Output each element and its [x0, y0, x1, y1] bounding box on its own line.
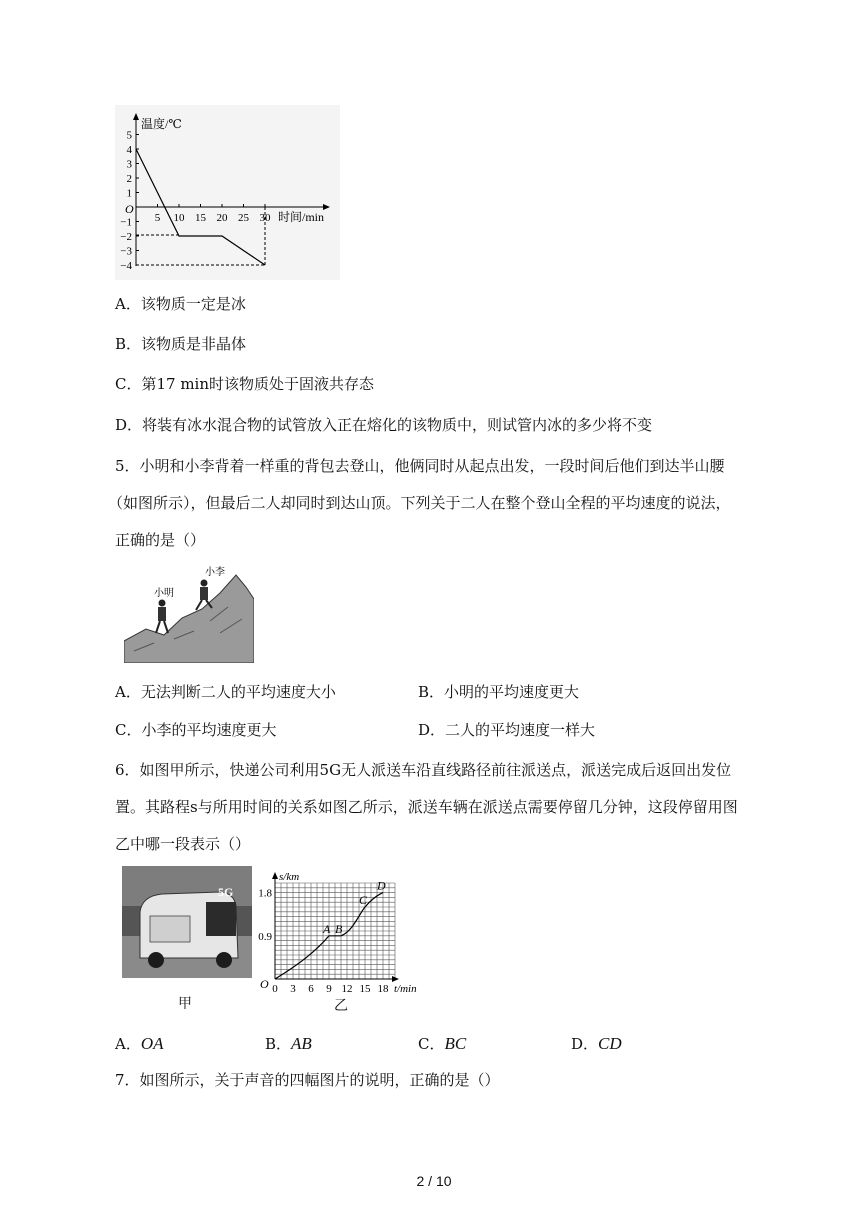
x-tick-label: 15 [359, 983, 371, 995]
x-tick-label: 20 [216, 212, 228, 224]
x-axis-label: t/min [394, 983, 417, 995]
y-tick-label: 1 [126, 187, 132, 200]
y-tick-label: −2 [120, 231, 132, 243]
x-tick-label: 5 [154, 212, 161, 224]
q6-stem-line1: 6．如图甲所示，快递公司利用5G无人派送车沿直线路径前往派送点，派送完成后返回出发位 [115, 761, 732, 779]
point-label-a: A [323, 921, 331, 936]
mountain-climbers-image [124, 563, 254, 663]
q6-option-c-letter: C． [418, 1035, 445, 1053]
q4-option-b: B．该物质是非晶体 [115, 335, 247, 353]
y-tick-label: 4 [126, 144, 132, 156]
q6-option-d-letter: D． [571, 1035, 599, 1053]
y-tick-label: 1.8 [258, 887, 272, 900]
x-tick-label: 15 [195, 212, 206, 224]
x-tick-label: 3 [290, 983, 296, 995]
y-axis-arrow [272, 872, 278, 879]
y-tick-label: −4 [120, 260, 132, 272]
q5-stem-line2: （如图所示），但最后二人却同时到达山顶。下列关于二人在整个登山全程的平均速度的说法， [108, 494, 731, 512]
q6-option-d-text: CD [598, 1034, 622, 1053]
q4-option-d: D．将装有冰水混合物的试管放入正在熔化的该物质中，则试管内冰的多少将不变 [115, 416, 653, 434]
q6-option-b-text: AB [291, 1034, 312, 1053]
q7-stem-line1: 7．如图所示，关于声音的四幅图片的说明，正确的是（） [115, 1071, 500, 1089]
origin-label: O [125, 202, 134, 216]
q5-stem-line3: 正确的是（） [115, 531, 206, 549]
q6-option-b-letter: B． [265, 1035, 292, 1053]
q6-stem-line2: 置。其路程s与所用时间的关系如图乙所示，派送车辆在派送点需要停留几分钟，这段停留用图 [115, 798, 738, 816]
vehicle-wheel-right [216, 952, 232, 968]
x-tick-label: 10 [173, 212, 185, 224]
q6-option-b [265, 1033, 312, 1054]
q6-option-a-text: OA [140, 1034, 164, 1053]
y-tick-label: 3 [126, 158, 132, 171]
q5-option-a: A．无法判断二人的平均速度大小 [115, 683, 336, 701]
point-label-b: B [335, 921, 343, 936]
photo-caption: 甲 [178, 996, 192, 1012]
x-axis-label: 时间/min [278, 210, 325, 224]
vehicle-wheel-left [148, 952, 164, 968]
q5-option-d: D．二人的平均速度一样大 [418, 721, 596, 739]
y-tick-label: −1 [120, 216, 132, 229]
x-tick-label: 12 [341, 983, 353, 995]
vehicle-window [206, 902, 236, 936]
q4-option-c: C．第17 min时该物质处于固液共存态 [115, 375, 375, 393]
y-tick-labels [258, 888, 272, 943]
point-label-c: C [359, 893, 368, 907]
temperature-time-graph [115, 105, 340, 280]
delivery-vehicle-photo [122, 866, 252, 978]
y-axis-label: 温度/℃ [141, 117, 182, 131]
y-tick-label: −3 [120, 245, 132, 258]
q6-option-a [115, 1033, 164, 1054]
photo-badge-5g: 5G [218, 885, 234, 899]
x-tick-label: 25 [238, 212, 249, 224]
label-xiaoming: 小明 [154, 588, 174, 599]
x-tick-label: 30 [259, 212, 271, 224]
q5-stem-line1: 5．小明和小李背着一样重的背包去登山，他俩同时从起点出发，一段时间后他们到达半山腰 [115, 457, 725, 475]
origin-label: O [260, 977, 269, 991]
distance-time-graph [255, 866, 425, 1012]
x-tick-labels [272, 983, 389, 995]
chart-caption: 乙 [334, 998, 348, 1014]
q6-option-a-letter: A． [115, 1035, 141, 1053]
q6-stem-line3: 乙中哪一段表示（） [115, 835, 251, 853]
y-tick-label: 2 [126, 173, 132, 185]
graph-background [115, 105, 340, 280]
q6-option-c-text: BC [444, 1034, 467, 1053]
y-tick-label: 0.9 [258, 930, 272, 943]
x-tick-label: 6 [308, 983, 314, 995]
x-axis-arrow [392, 976, 399, 982]
q4-option-a: A．该物质一定是冰 [115, 295, 246, 313]
q5-option-b: B．小明的平均速度更大 [418, 683, 580, 701]
y-axis-label: s/km [279, 871, 300, 883]
page-number: 2 / 10 [416, 1173, 452, 1189]
q5-option-c: C．小李的平均速度更大 [115, 721, 277, 739]
x-tick-label: 0 [272, 983, 278, 995]
point-label-d: D [377, 878, 386, 893]
label-xiaoli: 小李 [205, 567, 225, 578]
y-tick-label: 5 [126, 129, 132, 142]
x-tick-label: 18 [377, 983, 389, 995]
x-tick-label: 9 [326, 983, 332, 995]
q6-option-d [571, 1033, 622, 1054]
q6-option-c [418, 1033, 466, 1054]
